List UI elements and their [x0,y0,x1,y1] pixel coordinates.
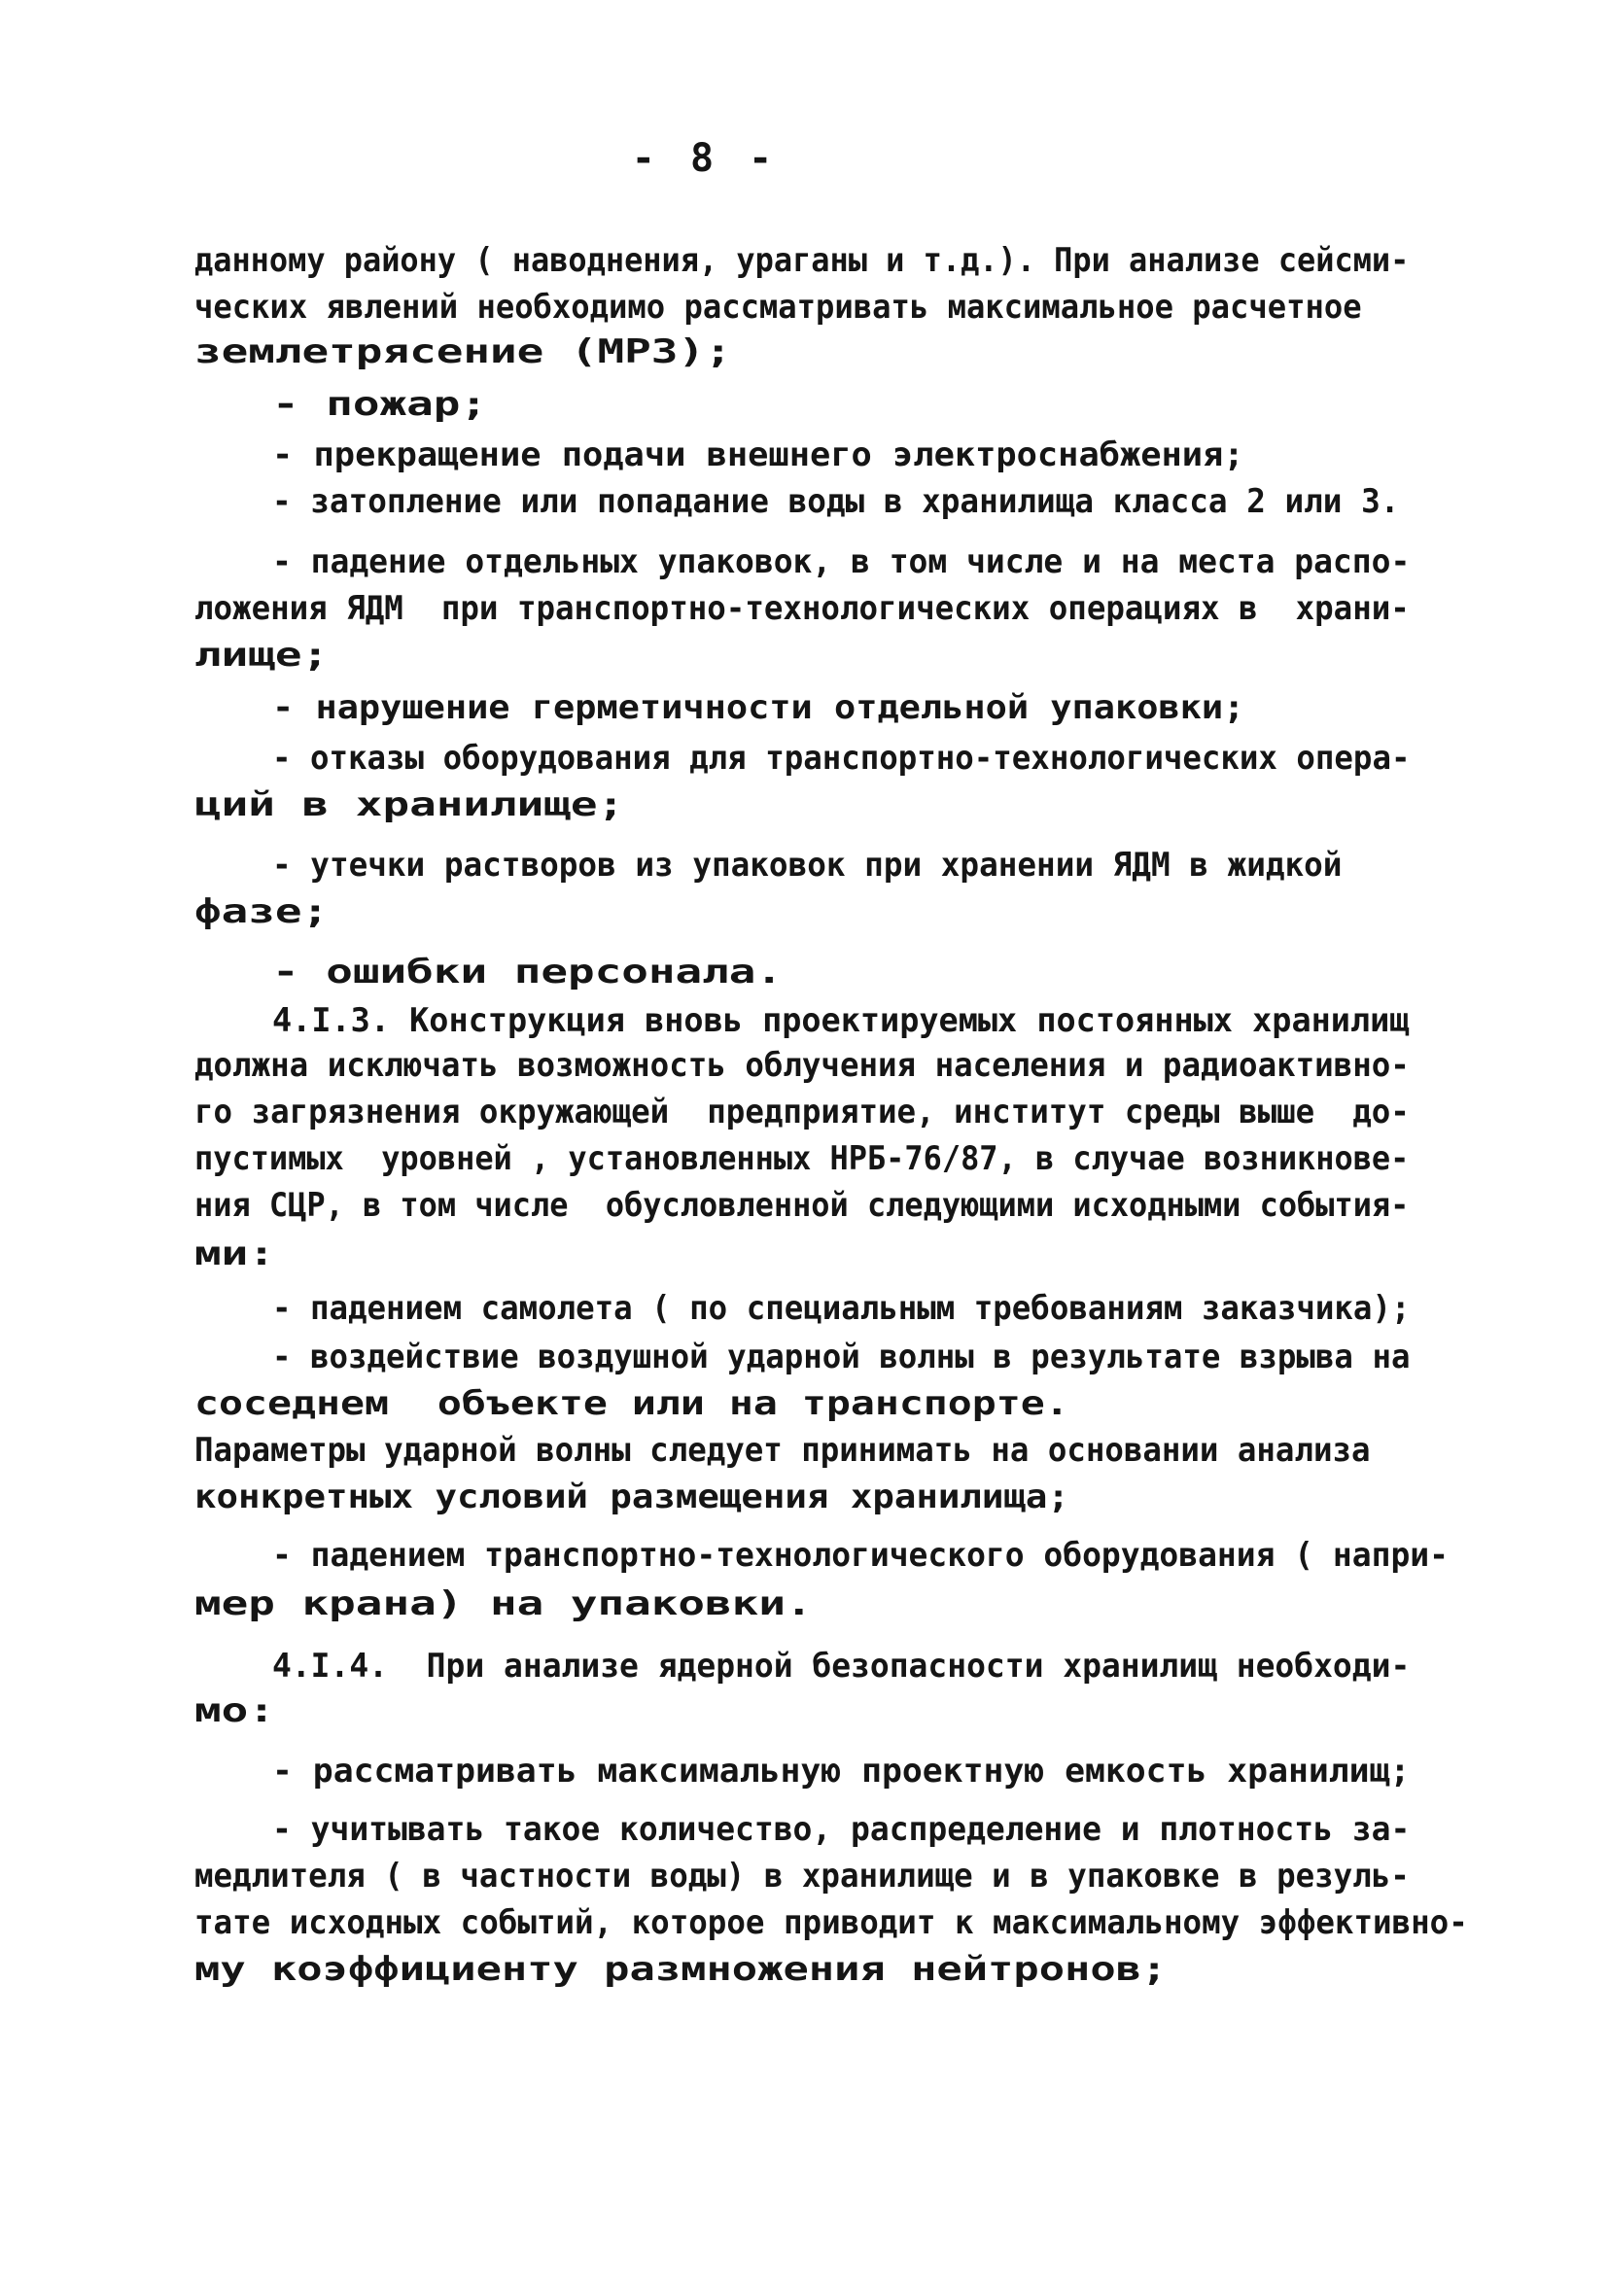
text-line: - падением самолета ( по специальным требованиям заказчика); [272,1289,1411,1328]
text-line: 4.I.4. При анализе ядерной безопасности хранилищ необходи- [272,1647,1411,1686]
text-line: землетрясение (МРЗ); [194,332,732,371]
text-line: - падением транспортно-технологического оборудования ( напри- [272,1536,1449,1575]
text-line: должна исключать возможность облучения населения и радиоактивно- [194,1046,1410,1085]
text-line: - затопление или попадание воды в хранилища класса 2 или 3. [272,482,1400,521]
text-line: му коэффициенту размножения нейтронов; [194,1950,1168,1989]
text-line: - воздействие воздушной ударной волны в результате взрыва на [272,1338,1411,1376]
text-line: пустимых уровней , установленных НРБ-76/87, в случае возникнове- [194,1139,1410,1178]
text-line: - отказы оборудования для транспортно-технологических опера- [272,739,1411,778]
text-line: - падение отдельных упаковок, в том числе и на места распо- [272,542,1411,581]
text-line: ми: [194,1235,275,1273]
text-line: тате исходных событий, которое приводит к максимальному эффективно- [194,1903,1468,1942]
text-line: ложения ЯДМ при транспортно-технологических операциях в храни- [194,589,1410,628]
text-line: - прекращение подачи внешнего электроснабжения; [272,435,1244,474]
text-line: соседнем объекте или на транспорте. [194,1384,1069,1423]
text-line: - ошибки персонала. [272,953,784,991]
text-line: лище; [194,636,330,675]
text-line: фазе; [194,892,330,931]
text-line: ческих явлений необходимо расcматривать максимальное расчетное [194,288,1362,327]
text-line: медлителя ( в частности воды) в хранилище и в упаковке в резуль- [194,1857,1410,1896]
page-number: - 8 - [631,136,779,181]
text-line: - утечки растворов из упаковок при хранении ЯДМ в жидкой [272,846,1343,885]
text-line: - пожар; [272,385,488,424]
text-line: - нарушение герметичности отдельной упаковки; [272,688,1245,727]
text-line: Параметры ударной волны следует принимать на основании анализа [194,1431,1371,1470]
text-line: - учитывать такое количество, распределение и плотность за- [272,1810,1411,1849]
text-line: - рассматривать максимальную проектную емкость хранилищ; [272,1752,1411,1791]
text-line: ций в хранилище; [194,785,625,824]
text-line: 4.I.3. Конструкция вновь проектируемых постоянных хранилищ [272,1001,1410,1040]
text-line: ния СЦР, в том числе обусловленной следующими исходными события- [194,1186,1410,1225]
text-line: мер крана) на упаковки. [194,1584,813,1623]
text-line: мо: [194,1691,275,1730]
text-line: го загрязнения окружающей предприятие, институт среды выше до- [194,1093,1410,1131]
text-line: данному району ( наводнения, ураганы и т.д.). При анализе сейсми- [194,241,1410,280]
text-line: конкретных условий размещения хранилища; [194,1478,1069,1516]
